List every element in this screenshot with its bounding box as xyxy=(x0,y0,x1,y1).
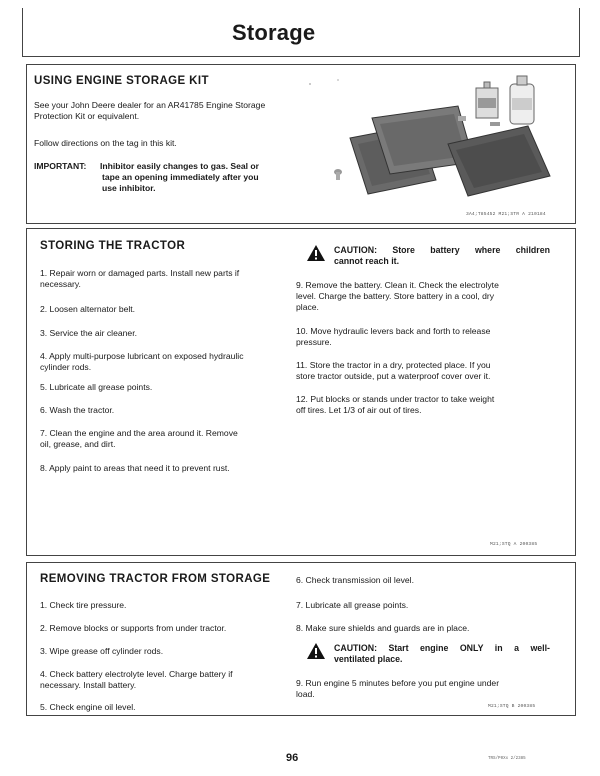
warning-triangle-icon xyxy=(306,244,326,262)
removing-item-9: 9. Run engine 5 minutes before you put engine under load. xyxy=(296,678,500,699)
page-number: 96 xyxy=(286,752,299,764)
footer-code: TRS/P0Xx 2/2385 xyxy=(488,757,526,761)
caution-ventilation: CAUTION: Start engine ONLY in a well- ventilated place. xyxy=(334,643,550,664)
storing-item-11: 11. Store the tractor in a dry, protected place. If you store tractor outside, put a waterproof cover over it. xyxy=(296,360,491,381)
important-label: IMPORTANT: xyxy=(34,161,87,171)
storing-item-3: 3. Service the air cleaner. xyxy=(40,328,137,338)
storing-item-10: 10. Move hydraulic levers back and forth to release pressure. xyxy=(296,326,491,347)
storing-item-5: 5. Lubricate all grease points. xyxy=(40,382,153,392)
kit-image-ref: 3A4;T85452 M21;STR A 210184 xyxy=(466,212,546,217)
storing-item-2: 2. Loosen alternator belt. xyxy=(40,304,136,314)
removing-item-8: 8. Make sure shields and guards are in place. xyxy=(296,623,470,633)
removing-item-1: 1. Check tire pressure. xyxy=(40,600,127,610)
warning-triangle-icon xyxy=(306,642,326,660)
important-text: Inhibitor easily changes to gas. Seal or tape an opening immediately after you use inhibitor. xyxy=(100,161,260,193)
kit-paragraph-1: See your John Deere dealer for an AR41785 Engine Storage Protection Kit or equivalent. xyxy=(34,100,266,121)
storing-item-1: 1. Repair worn or damaged parts. Install new parts if necessary. xyxy=(40,268,240,289)
removing-heading: REMOVING TRACTOR FROM STORAGE xyxy=(40,573,271,585)
storing-item-4: 4. Apply multi-purpose lubricant on exposed hydraulic cylinder rods. xyxy=(40,351,244,372)
removing-ref: M21;STQ B 200385 xyxy=(488,704,536,709)
storing-ref: M21;STQ A 200385 xyxy=(490,542,538,547)
removing-item-7: 7. Lubricate all grease points. xyxy=(296,600,409,610)
removing-item-6: 6. Check transmission oil level. xyxy=(296,575,414,585)
kit-paragraph-2: Follow directions on the tag in this kit. xyxy=(34,138,177,148)
storing-item-9: 9. Remove the battery. Clean it. Check the electrolyte level. Charge the battery. Store battery in a cool, dry place. xyxy=(296,280,499,312)
page-title: Storage xyxy=(232,20,316,45)
storing-item-7: 7. Clean the engine and the area around it. Remove oil, grease, and dirt. xyxy=(40,428,238,449)
removing-item-4: 4. Check battery electrolyte level. Charge battery if necessary. Install battery. xyxy=(40,669,233,690)
storing-item-6: 6. Wash the tractor. xyxy=(40,405,115,415)
removing-item-5: 5. Check engine oil level. xyxy=(40,702,136,712)
removing-item-3: 3. Wipe grease off cylinder rods. xyxy=(40,646,164,656)
storing-heading: STORING THE TRACTOR xyxy=(40,240,186,252)
storing-item-8: 8. Apply paint to areas that need it to prevent rust. xyxy=(40,463,230,473)
storing-item-12: 12. Put blocks or stands under tractor to take weight off tires. Let 1/3 of air out of tires. xyxy=(296,394,495,415)
storage-kit-illustration xyxy=(298,70,570,210)
caution-battery: CAUTION: Store battery where children cannot reach it. xyxy=(334,245,550,266)
removing-item-2: 2. Remove blocks or supports from under tractor. xyxy=(40,623,227,633)
kit-heading: USING ENGINE STORAGE KIT xyxy=(34,75,209,87)
